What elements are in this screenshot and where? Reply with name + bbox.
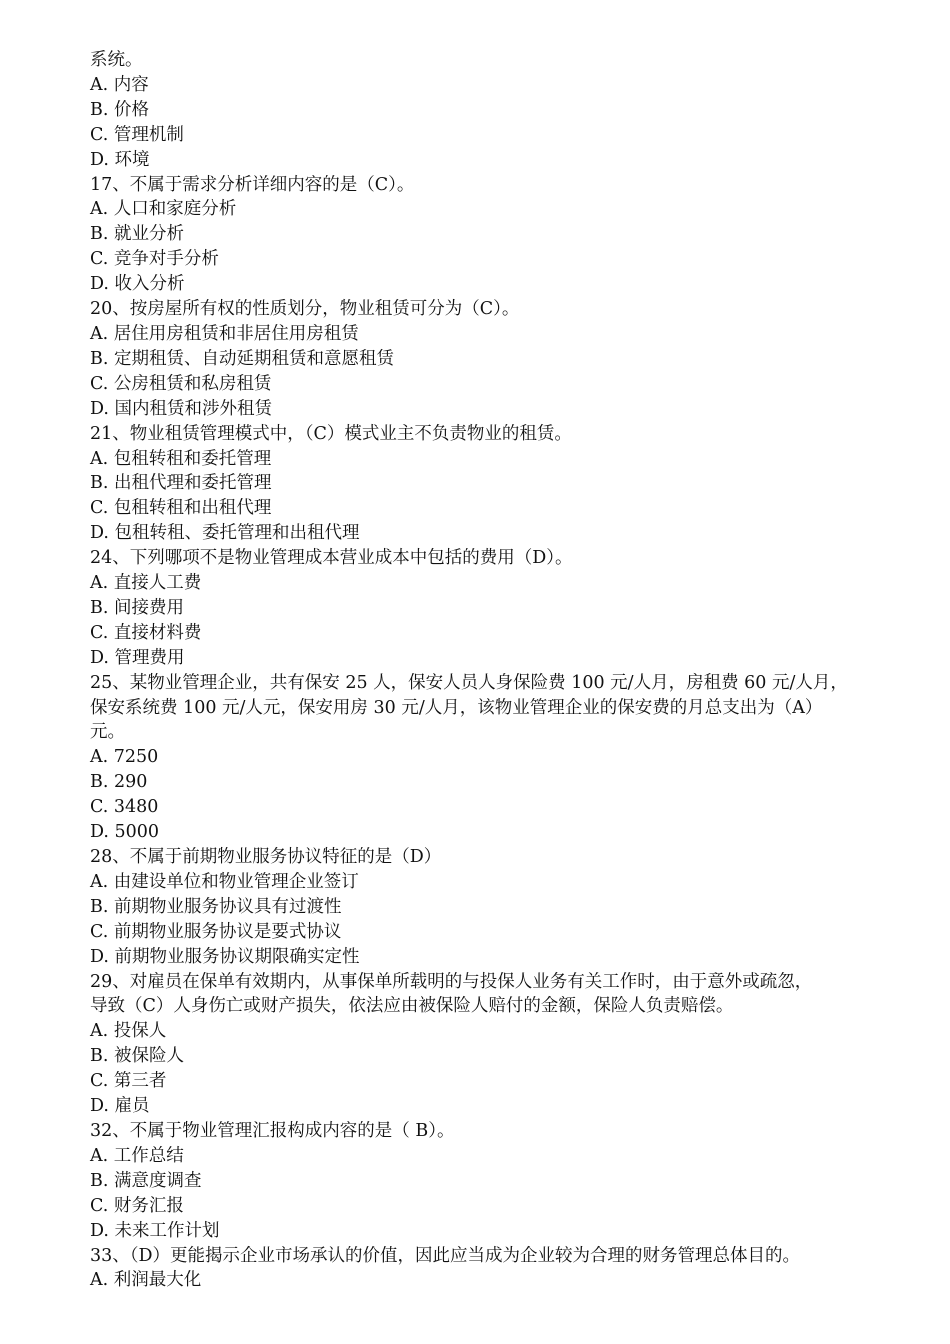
question-line: 24、下列哪项不是物业管理成本营业成本中包括的费用（D）。	[90, 548, 573, 569]
question-line: 元。	[90, 722, 125, 743]
question-line: 保安系统费 100 元/人元，保安用房 30 元/人月，该物业管理企业的保安费的月总支出为（A）	[90, 697, 823, 718]
option-line: A. 由建设单位和物业管理企业签订	[90, 871, 359, 892]
option-line: B. 价格	[90, 99, 149, 120]
option-line: D. 管理费用	[90, 647, 185, 668]
question-line: 21、物业租赁管理模式中，（C）模式业主不负责物业的租赁。	[90, 423, 572, 444]
question-line: 29、对雇员在保单有效期内，从事保单所载明的与投保人业务有关工作时，由于意外或疏忽，	[90, 971, 813, 992]
option-line: B. 出租代理和委托管理	[90, 473, 272, 494]
question-line: 28、不属于前期物业服务协议特征的是（D）	[90, 847, 442, 867]
option-line: C. 包租转租和出租代理	[90, 498, 272, 519]
option-line: C. 第三者	[90, 1071, 167, 1092]
question-line: 32、不属于物业管理汇报构成内容的是（ B）。	[90, 1120, 455, 1141]
option-line: B. 满意度调查	[90, 1170, 202, 1191]
option-line: D. 未来工作计划	[90, 1220, 220, 1241]
option-line: B. 间接费用	[90, 597, 184, 618]
question-line: 25、某物业管理企业，共有保安 25 人，保安人员人身保险费 100 元/人月，房租费 60 元/人月，	[90, 672, 848, 693]
option-line: C. 竞争对手分析	[90, 249, 219, 270]
option-line: D. 环境	[90, 149, 150, 170]
option-line: A. 利润最大化	[90, 1270, 202, 1291]
option-line: A. 居住用房租赁和非居住用房租赁	[90, 323, 359, 344]
option-line: A. 7250	[90, 747, 159, 768]
question-line: 33、（D）更能揭示企业市场承认的价值，因此应当成为企业较为合理的财务管理总体目的。	[90, 1245, 801, 1266]
question-line: 导致（C）人身伤亡或财产损失，依法应由被保险人赔付的金额，保险人负责赔偿。	[90, 996, 734, 1017]
option-line: B. 定期租赁、自动延期租赁和意愿租赁	[90, 348, 394, 369]
option-line: C. 公房租赁和私房租赁	[90, 373, 272, 394]
option-line: C. 3480	[90, 797, 159, 818]
option-line: A. 直接人工费	[90, 573, 202, 594]
option-line: C. 前期物业服务协议是要式协议	[90, 921, 342, 942]
document-page	[90, 48, 900, 1293]
option-line: D. 5000	[90, 822, 160, 843]
option-line: D. 包租转租、委托管理和出租代理	[90, 523, 360, 544]
option-line: B. 被保险人	[90, 1046, 184, 1067]
option-line: D. 国内租赁和涉外租赁	[90, 398, 273, 419]
option-line: A. 工作总结	[90, 1145, 184, 1166]
option-line: B. 就业分析	[90, 224, 184, 245]
option-line: C. 直接材料费	[90, 622, 202, 643]
option-line: A. 包租转租和委托管理	[90, 448, 272, 469]
option-line: C. 管理机制	[90, 124, 184, 145]
option-line: D. 收入分析	[90, 274, 185, 295]
question-line: 17、不属于需求分析详细内容的是（C）。	[90, 174, 415, 195]
option-line: A. 内容	[90, 74, 149, 95]
option-line: B. 290	[90, 772, 148, 793]
option-line: A. 投保人	[90, 1021, 167, 1042]
option-line: 系统。	[90, 50, 143, 70]
option-line: A. 人口和家庭分析	[90, 199, 237, 220]
question-line: 20、按房屋所有权的性质划分，物业租赁可分为（C）。	[90, 299, 520, 320]
option-line: D. 雇员	[90, 1096, 150, 1117]
option-line: B. 前期物业服务协议具有过渡性	[90, 896, 342, 917]
option-line: D. 前期物业服务协议期限确实定性	[90, 946, 360, 967]
option-line: C. 财务汇报	[90, 1195, 184, 1216]
